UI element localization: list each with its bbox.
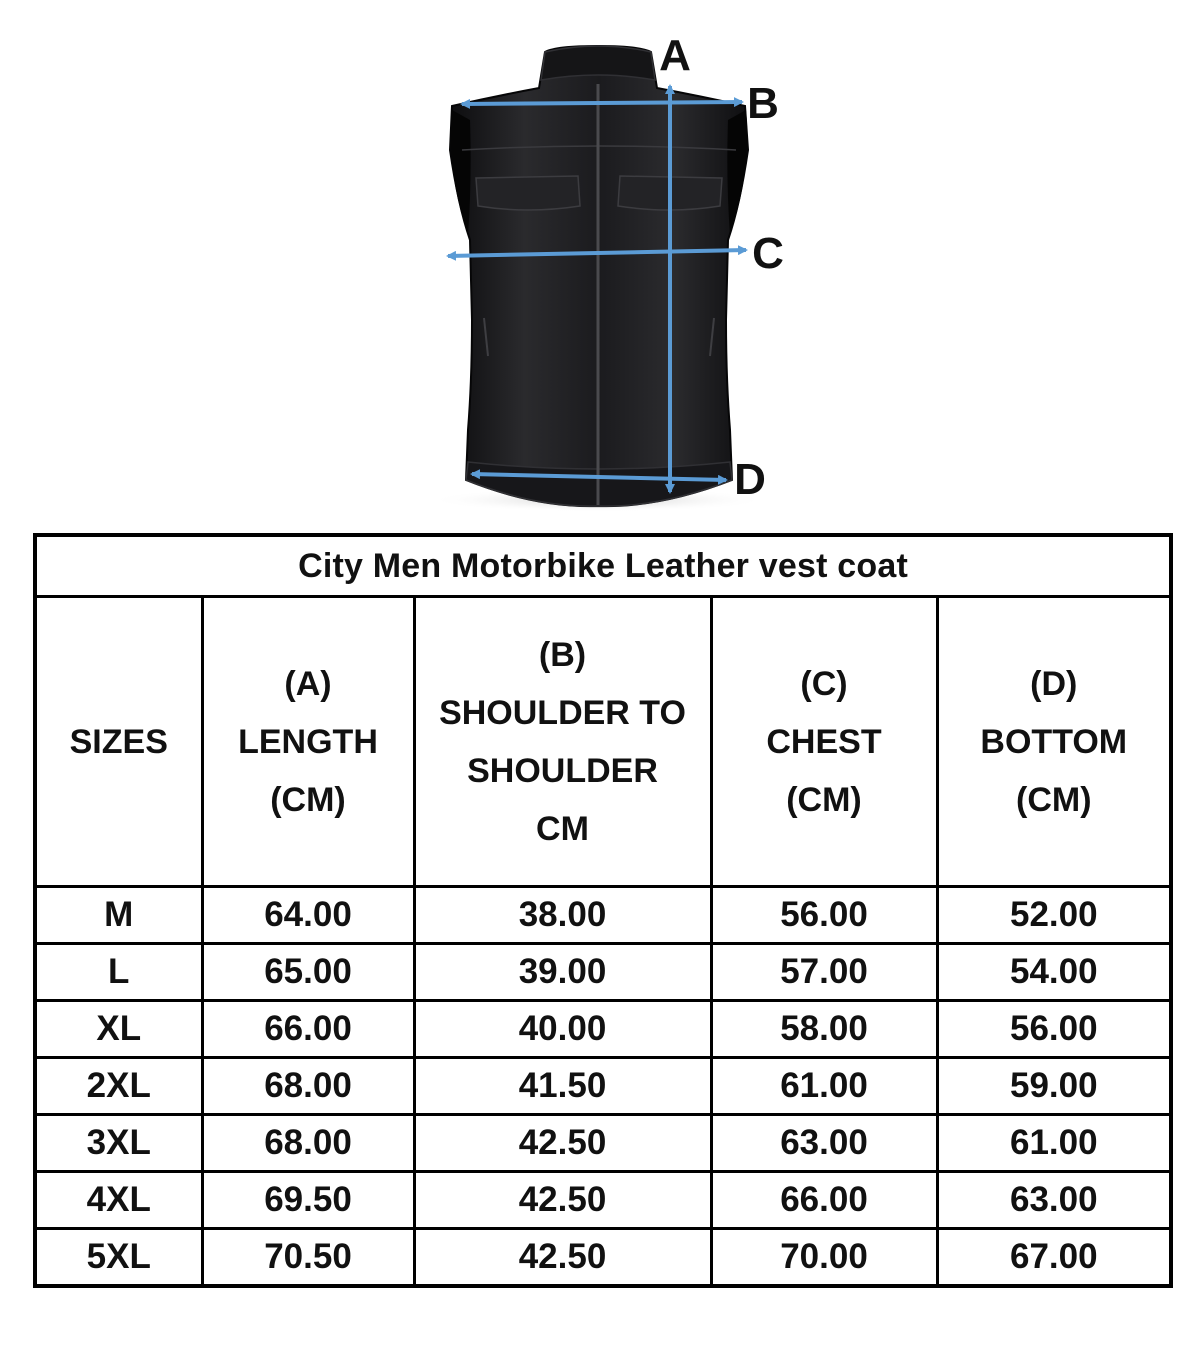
vest-diagram bbox=[0, 0, 1200, 520]
cell-length: 68.00 bbox=[202, 1115, 414, 1172]
header-bottom-line1: (D) bbox=[1030, 664, 1078, 703]
cell-size: L bbox=[35, 944, 202, 1001]
cell-length: 68.00 bbox=[202, 1058, 414, 1115]
cell-chest: 66.00 bbox=[711, 1172, 937, 1229]
cell-length: 70.50 bbox=[202, 1229, 414, 1287]
cell-length: 69.50 bbox=[202, 1172, 414, 1229]
cell-size: M bbox=[35, 887, 202, 944]
cell-chest: 57.00 bbox=[711, 944, 937, 1001]
cell-size: 4XL bbox=[35, 1172, 202, 1229]
cell-chest: 63.00 bbox=[711, 1115, 937, 1172]
vest-armhole-right bbox=[727, 110, 747, 235]
table-row bbox=[35, 1229, 1171, 1287]
cell-shoulder: 40.00 bbox=[414, 1001, 711, 1058]
cell-bottom: 63.00 bbox=[937, 1172, 1171, 1229]
cell-bottom: 67.00 bbox=[937, 1229, 1171, 1287]
header-bottom-line2: BOTTOM bbox=[980, 722, 1128, 761]
cell-bottom: 56.00 bbox=[937, 1001, 1171, 1058]
header-bottom bbox=[937, 597, 1171, 887]
cell-size: 3XL bbox=[35, 1115, 202, 1172]
marker-b: B bbox=[747, 79, 779, 128]
table-row bbox=[35, 944, 1171, 1001]
cell-shoulder: 42.50 bbox=[414, 1172, 711, 1229]
table-row bbox=[35, 1115, 1171, 1172]
table-row bbox=[35, 1001, 1171, 1058]
cell-bottom: 54.00 bbox=[937, 944, 1171, 1001]
cell-shoulder: 42.50 bbox=[414, 1229, 711, 1287]
table-row bbox=[35, 887, 1171, 944]
cell-bottom: 52.00 bbox=[937, 887, 1171, 944]
vest-measurement-figure bbox=[0, 0, 1200, 520]
measure-arrow-b bbox=[462, 102, 742, 104]
header-bottom-line3: (CM) bbox=[1016, 780, 1092, 819]
cell-chest: 58.00 bbox=[711, 1001, 937, 1058]
cell-chest: 56.00 bbox=[711, 887, 937, 944]
cell-shoulder: 41.50 bbox=[414, 1058, 711, 1115]
marker-a: A bbox=[659, 31, 691, 80]
table-header-row bbox=[35, 597, 1171, 887]
cell-shoulder: 38.00 bbox=[414, 887, 711, 944]
header-chest-line3: (CM) bbox=[786, 780, 862, 819]
header-shoulder-line1: (B) bbox=[538, 635, 587, 674]
cell-shoulder: 42.50 bbox=[414, 1115, 711, 1172]
vest-collar bbox=[541, 46, 655, 80]
cell-chest: 61.00 bbox=[711, 1058, 937, 1115]
size-chart-table bbox=[33, 533, 1173, 1288]
header-chest-line1: (C) bbox=[800, 664, 848, 703]
cell-size: 2XL bbox=[35, 1058, 202, 1115]
header-shoulder-line2: SHOULDER TO bbox=[439, 693, 686, 732]
header-length bbox=[202, 597, 414, 887]
table-title: City Men Motorbike Leather vest coat bbox=[35, 535, 1171, 597]
header-sizes bbox=[35, 597, 202, 887]
vest-armhole-left bbox=[451, 110, 471, 235]
cell-size: XL bbox=[35, 1001, 202, 1058]
cell-chest: 70.00 bbox=[711, 1229, 937, 1287]
vest-pocket-flap-left bbox=[476, 176, 580, 210]
cell-length: 64.00 bbox=[202, 887, 414, 944]
header-shoulder-line4: CM bbox=[536, 809, 589, 848]
cell-bottom: 61.00 bbox=[937, 1115, 1171, 1172]
marker-c: C bbox=[752, 229, 784, 278]
cell-length: 66.00 bbox=[202, 1001, 414, 1058]
marker-d: D bbox=[734, 455, 766, 504]
table-title-row bbox=[35, 535, 1171, 597]
table-row bbox=[35, 1058, 1171, 1115]
header-sizes-label: SIZES bbox=[69, 722, 168, 761]
cell-size: 5XL bbox=[35, 1229, 202, 1287]
cell-bottom: 59.00 bbox=[937, 1058, 1171, 1115]
header-length-line1: (A) bbox=[284, 664, 332, 703]
cell-length: 65.00 bbox=[202, 944, 414, 1001]
header-shoulder-line3: SHOULDER bbox=[467, 751, 658, 790]
header-chest-line2: CHEST bbox=[766, 722, 882, 761]
header-length-line2: LENGTH bbox=[238, 722, 378, 761]
header-length-line3: (CM) bbox=[270, 780, 346, 819]
header-shoulder bbox=[414, 597, 711, 887]
cell-shoulder: 39.00 bbox=[414, 944, 711, 1001]
table-row bbox=[35, 1172, 1171, 1229]
header-chest bbox=[711, 597, 937, 887]
